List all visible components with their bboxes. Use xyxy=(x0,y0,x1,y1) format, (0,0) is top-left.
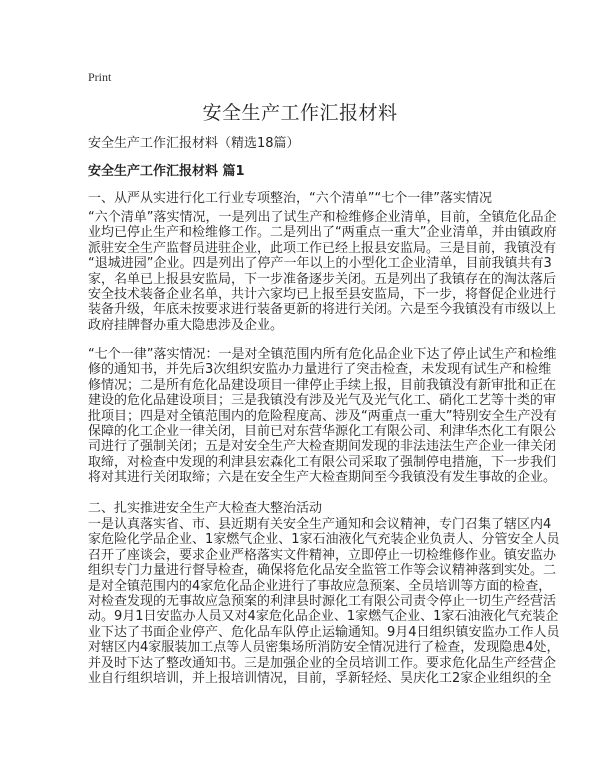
paragraph-line: 召开了座谈会，要求企业严格落实文件精神，立即停止一切检维修作业。镇安监办 xyxy=(88,547,557,563)
paragraph-six-lists xyxy=(88,210,556,333)
paragraph-line: 政府挂牌督办重大隐患涉及企业。 xyxy=(88,317,284,333)
paragraph-line: 修的通知书，并先后3次组织安监办力量进行了突击检查，未发现有试生产和检维 xyxy=(88,362,552,378)
paragraph-line: 取缔，对检查中发现的利津县宏森化工有限公司采取了强制停电措施，下一步我们 xyxy=(88,454,557,470)
paragraph-line: 装备升级，年底未按要求进行装备更新的将进行关闭。六是至今我镇没有市级以上 xyxy=(88,302,557,318)
paragraph-line: “退城进园”企业。四是列出了停产一年以上的小型化工企业清单，目前我镇共有3 xyxy=(88,256,552,272)
paragraph-line: 安全技术装备企业名单，共计六家均已上报至县安监局，下一步，将督促企业进行 xyxy=(88,287,557,303)
paragraph-inspection xyxy=(88,517,560,686)
paragraph-line: 是对全镇范围内的4家危化品企业进行了事故应急预案、全员培训等方面的检查， xyxy=(88,578,552,594)
paragraph-line: 一是认真落实省、市、县近期有关安全生产通知和会议精神，专门召集了辖区内4 xyxy=(88,517,552,532)
paragraph-line: 业均已停止生产和检维修工作。二是列出了“两重点一重大”企业清单，并由镇政府 xyxy=(88,225,557,241)
paragraph-line: 家危险化学品企业、1家燃气企业、1家石油液化气充装企业负责人、分管安全人员 xyxy=(88,532,560,548)
document-title: 安全生产工作汇报材料 xyxy=(202,102,398,124)
paragraph-line: “七个一律”落实情况：一是对全镇范围内所有危化品企业下达了停止试生产和检维 xyxy=(88,347,557,362)
paragraph-line: 建设的危化品建设项目；三是我镇没有涉及光气及光气化工、硝化工艺等十类的审 xyxy=(88,393,557,409)
paragraph-seven-rules xyxy=(88,347,556,486)
section-2-heading: 二、扎实推进安全生产大检查大整治活动 xyxy=(88,501,323,516)
paragraph-line: 修情况；二是所有危化品建设项目一律停止手续上报，目前我镇没有新审批和正在 xyxy=(88,377,557,393)
section-1-heading: 一、从严从实进行化工行业专项整治，“六个清单”“七个一律”落实情况 xyxy=(88,191,492,206)
paragraph-line: 派驻安全生产监督员进驻企业，此项工作已经上报县安监局。三是目前，我镇没有 xyxy=(88,240,557,256)
paragraph-line: 家，名单已上报县安监局，下一步准备逐步关闭。五是列出了我镇存在的淘汰落后 xyxy=(88,271,557,287)
paragraph-line: 批项目；四是对全镇范围内的危险程度高、涉及“两重点一重大”特别安全生产没有 xyxy=(88,408,557,424)
paragraph-line: 将对其进行关闭取缔；六是在安全生产大检查期间至今我镇没有发生事故的企业。 xyxy=(88,470,557,486)
paragraph-line: 司进行了强制关闭；五是对安全生产大检查期间发现的非法违法生产企业一律关闭 xyxy=(88,439,557,455)
print-link[interactable]: Print xyxy=(88,70,112,84)
paragraph-line: “六个清单”落实情况，一是列出了试生产和检维修企业清单，目前，全镇危化品企 xyxy=(88,210,557,225)
document-subtitle: 安全生产工作汇报材料（精选18篇） xyxy=(88,136,300,151)
paragraph-line: 对检查发现的无事故应急预案的利津县时源化工有限公司责令停止一切生产经营活 xyxy=(88,594,557,610)
paragraph-line: 业下达了书面企业停产、危化品车队停止运输通知。9月4日组织镇安监办工作人员 xyxy=(88,624,560,640)
paragraph-line: 组织专门力量进行督导检查，确保将危化品安全监管工作等会议精神落到实处。二 xyxy=(88,563,557,579)
paragraph-line: 对辖区内4家服装加工点等人员密集场所消防安全情况进行了检查，发现隐患4处， xyxy=(88,640,560,656)
paragraph-line: 业自行组织培训，并上报培训情况，目前，孚新轻烃、昊庆化工2家企业组织的全 xyxy=(88,671,552,687)
paragraph-line: 动。9月1日安监办人员又对4家危化品企业、1家燃气企业、1家石油液化气充装企 xyxy=(88,609,559,625)
article-heading: 安全生产工作汇报材料 篇1 xyxy=(88,164,245,179)
paragraph-line: 保障的化工企业一律关闭，目前已对东营华源化工有限公司、利津华杰化工有限公 xyxy=(88,424,557,440)
paragraph-line: 并及时下达了整改通知书。三是加强企业的全员培训工作。要求危化品生产经营企 xyxy=(88,655,557,671)
